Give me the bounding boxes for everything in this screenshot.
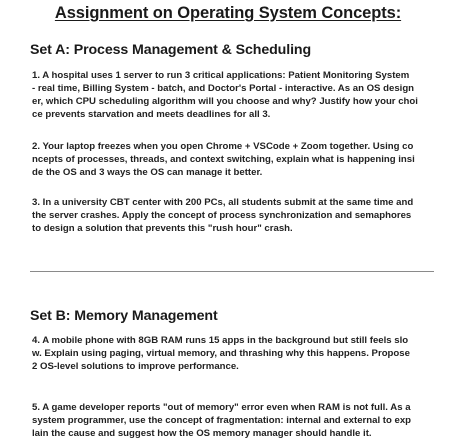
question-line: de the OS and 3 ways the OS can manage it better. bbox=[32, 167, 263, 178]
question-line: lain the cause and suggest how the OS memory manager should handle it. bbox=[32, 428, 372, 439]
question-line: 4. A mobile phone with 8GB RAM runs 15 apps in the background but still feels slo bbox=[32, 335, 409, 346]
question-line: 2 OS-level solutions to improve performance. bbox=[32, 361, 239, 372]
question-line: 5. A game developer reports "out of memory" error even when RAM is not full. As a bbox=[32, 402, 411, 413]
document-title: Assignment on Operating System Concepts: bbox=[54, 4, 402, 22]
question-line: system programmer, use the concept of fragmentation: internal and external to exp bbox=[32, 415, 412, 426]
question-4 bbox=[32, 334, 434, 373]
question-line: ce prevents starvation and meets deadlines for all 3. bbox=[32, 109, 271, 120]
question-line: the server crashes. Apply the concept of process synchronization and semaphores bbox=[32, 210, 412, 221]
set-a-heading: Set A: Process Management & Scheduling bbox=[30, 42, 312, 58]
question-5 bbox=[32, 401, 434, 440]
question-line: ncepts of processes, threads, and context switching, explain what is happening insi bbox=[32, 154, 415, 165]
question-line: er, which CPU scheduling algorithm will you choose and why? Justify how your choi bbox=[32, 96, 418, 107]
question-1 bbox=[32, 69, 434, 121]
question-3 bbox=[32, 196, 434, 235]
question-line: 3. In a university CBT center with 200 PCs, all students submit at the same time and bbox=[32, 197, 414, 208]
question-line: - real time, Billing System - batch, and Doctor's Portal - interactive. As an OS design bbox=[32, 83, 415, 94]
question-line: w. Explain using paging, virtual memory, and thrashing why this happens. Propose bbox=[32, 348, 410, 359]
question-line: 1. A hospital uses 1 server to run 3 critical applications: Patient Monitoring System bbox=[32, 70, 410, 81]
question-line: to design a solution that prevents this "rush hour" crash. bbox=[32, 223, 293, 234]
set-b-heading: Set B: Memory Management bbox=[30, 308, 218, 324]
question-2 bbox=[32, 140, 434, 179]
question-line: 2. Your laptop freezes when you open Chrome + VSCode + Zoom together. Using co bbox=[32, 141, 414, 152]
section-divider bbox=[30, 271, 434, 272]
